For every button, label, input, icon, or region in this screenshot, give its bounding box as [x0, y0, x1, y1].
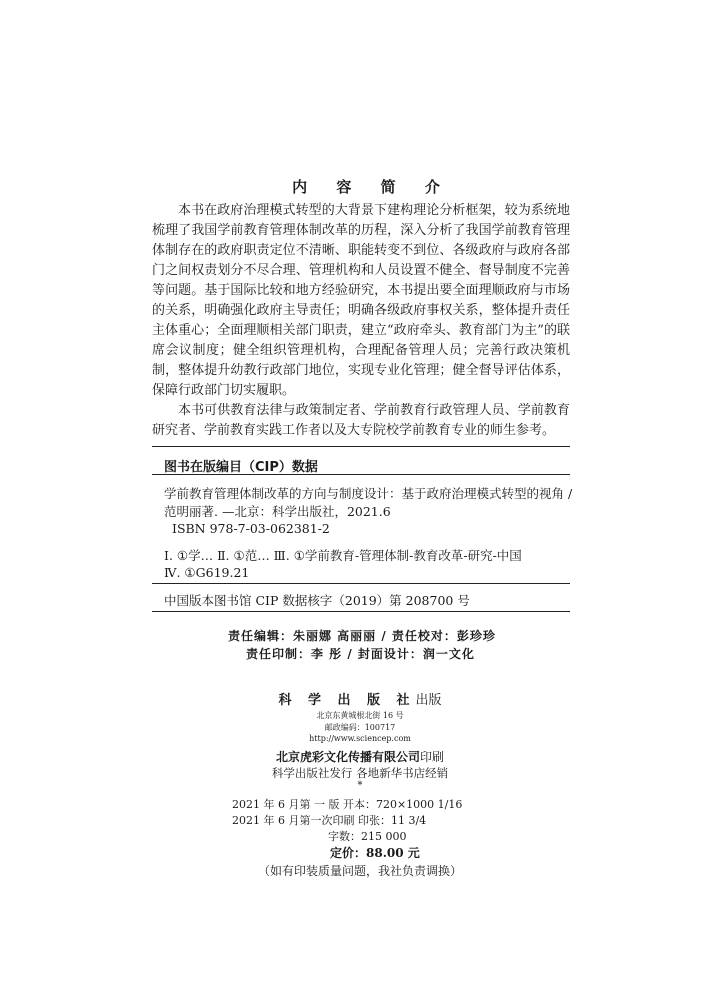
word-count: 字数：215 000 [328, 830, 407, 843]
publisher-website: http://www.sciencep.com [309, 734, 411, 743]
quality-note: （如有印装质量问题，我社负责调换） [257, 864, 462, 878]
printer-line [0, 746, 720, 765]
cip-record-number: 中国版本图书馆 CIP 数据核字（2019）第 208700 号 [164, 593, 470, 608]
distribution-line: 科学出版社发行 各地新华书店经销 [271, 766, 449, 780]
cip-classification: Ⅳ. ①G619.21 [164, 565, 250, 580]
divider [152, 474, 570, 475]
publisher-postcode: 邮政编码：100717 [324, 723, 396, 732]
divider [152, 446, 570, 447]
summary-body [152, 201, 570, 441]
summary-paragraph: 本书在政府治理模式转型的大背景下建构理论分析框架，较为系统地梳理了我国学前教育管理体制改革的历程，深入分析了我国学前教育管理体制存在的政府职责定位不清晰、职能转变不到位、各级政府与政府各部门之间权责划分不尽合理、管理机构和人员设置不健全、督导制度不完善等问题。基于国际比较和地方经验研究，本书提出要全面理顺政府与市场的关系，明确强化政府主导责任；明确各级政府事权关系，整体提升责任主体重心；全面理顺相关部门职责，建立“政府牵头、教育部门为主”的联席会议制度；健全组织管理机构，合理配备管理人员；完善行政决策机制，整体提升幼教行政部门地位，实现专业化管理；健全督导评估体系，保障行政部门切实履职。 [152, 203, 570, 398]
divider [152, 583, 570, 584]
summary-title: 内 容 简 介 [292, 178, 452, 196]
publisher-name: 科 学 出 版 社 [278, 693, 416, 708]
printer-suffix: 印刷 [420, 750, 445, 764]
edition-info: 2021 年 6 月第 一 版 开本：720×1000 1/16 [232, 798, 463, 811]
publisher-address: 北京东黄城根北街 16 号 [316, 711, 404, 720]
divider [152, 611, 570, 612]
printer-name: 北京虎彩文化传播有限公司 [275, 750, 420, 764]
cip-title-line: 范明丽著. —北京：科学出版社，2021.6 [164, 504, 391, 519]
printing-info: 2021 年 6 月第一次印刷 印张：11 3/4 [232, 814, 427, 827]
price: 定价：88.00 元 [330, 846, 420, 860]
cip-title-line: 学前教育管理体制改革的方向与制度设计：基于政府治理模式转型的视角 / [164, 486, 573, 501]
cip-classification: Ⅰ. ①学… Ⅱ. ①范… Ⅲ. ①学前教育-管理体制-教育改革-研究-中国 [164, 548, 522, 563]
cip-isbn: ISBN 978-7-03-062381-2 [172, 521, 330, 536]
editor-credits: 责任编辑：朱丽娜 高丽丽 / 责任校对：彭珍珍 [228, 629, 496, 643]
separator-star: * [357, 780, 363, 791]
summary-paragraph: 本书可供教育法律与政策制定者、学前教育行政管理人员、学前教育研究者、学前教育实践工作者以及大专院校学前教育专业的师生参考。 [152, 403, 570, 438]
production-credits: 责任印制：李 彤 / 封面设计：润一文化 [246, 647, 475, 661]
cip-heading: 图书在版编目（CIP）数据 [164, 460, 318, 475]
publisher-line [0, 689, 720, 708]
publisher-suffix: 出版 [415, 693, 442, 708]
